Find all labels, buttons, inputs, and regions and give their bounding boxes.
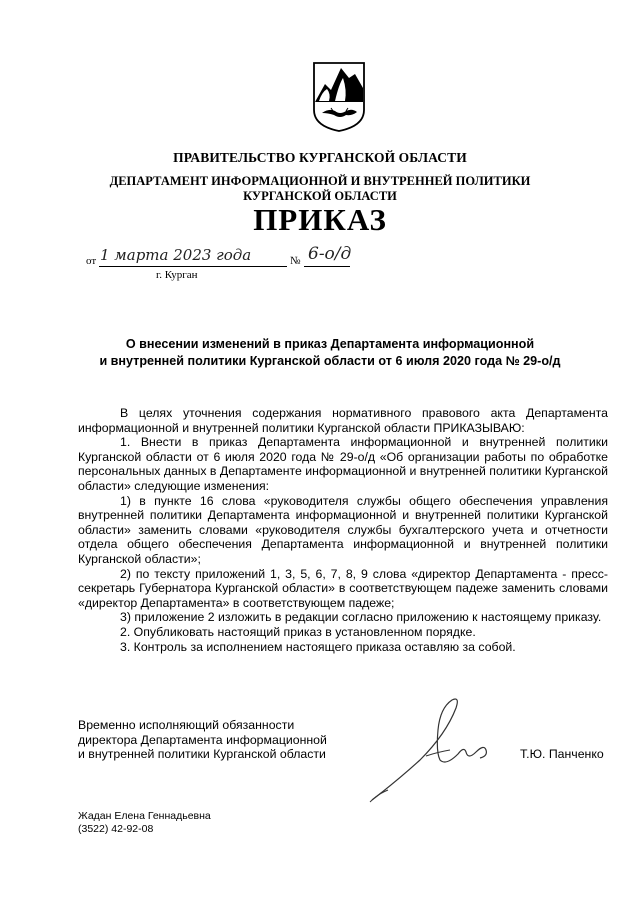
from-label: от (86, 255, 97, 267)
signatory-name: Т.Ю. Панченко (520, 747, 604, 761)
number-underline (304, 266, 350, 267)
order-title-line2: и внутренней политики Курганской области от 6 июля 2020 года № 29-о/д (99, 354, 561, 368)
handwritten-date: 1 марта 2023 года (100, 246, 252, 264)
document-type-heading: ПРИКАЗ (253, 202, 387, 237)
department-name-line1: ДЕПАРТАМЕНТ ИНФОРМАЦИОННОЙ И ВНУТРЕННЕЙ ПОЛИТИКИ (109, 174, 531, 188)
department-name-line2: КУРГАНСКОЙ ОБЛАСТИ (243, 189, 397, 203)
date-number-line (86, 246, 386, 280)
signatory-position-line2: директора Департамента информационной (78, 732, 327, 747)
body-paragraph: 2. Опубликовать настоящий приказ в установленном порядке. (120, 624, 476, 639)
signatory-position-line3: и внутренней политики Курганской области (78, 747, 326, 762)
body-paragraph: 3) приложение 2 изложить в редакции согласно приложению к настоящему приказу. (120, 610, 602, 625)
order-body (78, 406, 608, 654)
signatory-position (78, 718, 327, 762)
date-underline (99, 266, 287, 267)
number-label: № (290, 255, 301, 267)
body-paragraph: В целях уточнения содержания нормативного правового акта Департамента информационной и внутренней политики Курганской области ПРИКАЗЫВАЮ: (78, 406, 608, 435)
executor-phone: (3522) 42-92-08 (78, 823, 154, 835)
handwritten-signature (368, 694, 498, 804)
body-paragraph: 3. Контроль за исполнением настоящего приказа оставляю за собой. (120, 639, 516, 654)
handwritten-number: 6-о/д (308, 244, 352, 264)
city-label: г. Курган (156, 269, 198, 281)
coat-of-arms-emblem (313, 62, 365, 132)
body-paragraph: 1) в пункте 16 слова «руководителя службы общего обеспечения управления внутренней политики Департамента информационной и внутренней политики Курганской области» заменить словами «руководителя службы бухгалтерского учета и отчетности отдела общего обеспечения Департамента информационной и внутренней политики Курганской области»; (78, 493, 608, 566)
body-paragraph: 2) по тексту приложений 1, 3, 5, 6, 7, 8, 9 слова «директор Департамента - пресс-секретарь Губернатора Курганской области» в соответствующем падеже заменить словами «директор Департамента» в соответствующем падеже; (78, 566, 608, 610)
executor-name: Жадан Елена Геннадьевна (78, 810, 211, 822)
department-name (0, 174, 640, 204)
body-paragraph: 1. Внести в приказ Департамента информационной и внутренней политики Курганской области от 6 июля 2020 года № 29-о/д «Об организации работы по обработке персональных данных в Департаменте информационной и внутренней политики Курганской области» следующие изменения: (78, 435, 608, 493)
signatory-position-line1: Временно исполняющий обязанности (78, 718, 295, 732)
organization-name: ПРАВИТЕЛЬСТВО КУРГАНСКОЙ ОБЛАСТИ (173, 150, 467, 165)
order-title-line1: О внесении изменений в приказ Департамента информационной (125, 337, 535, 351)
executor-info (78, 810, 211, 836)
order-title (60, 336, 600, 370)
